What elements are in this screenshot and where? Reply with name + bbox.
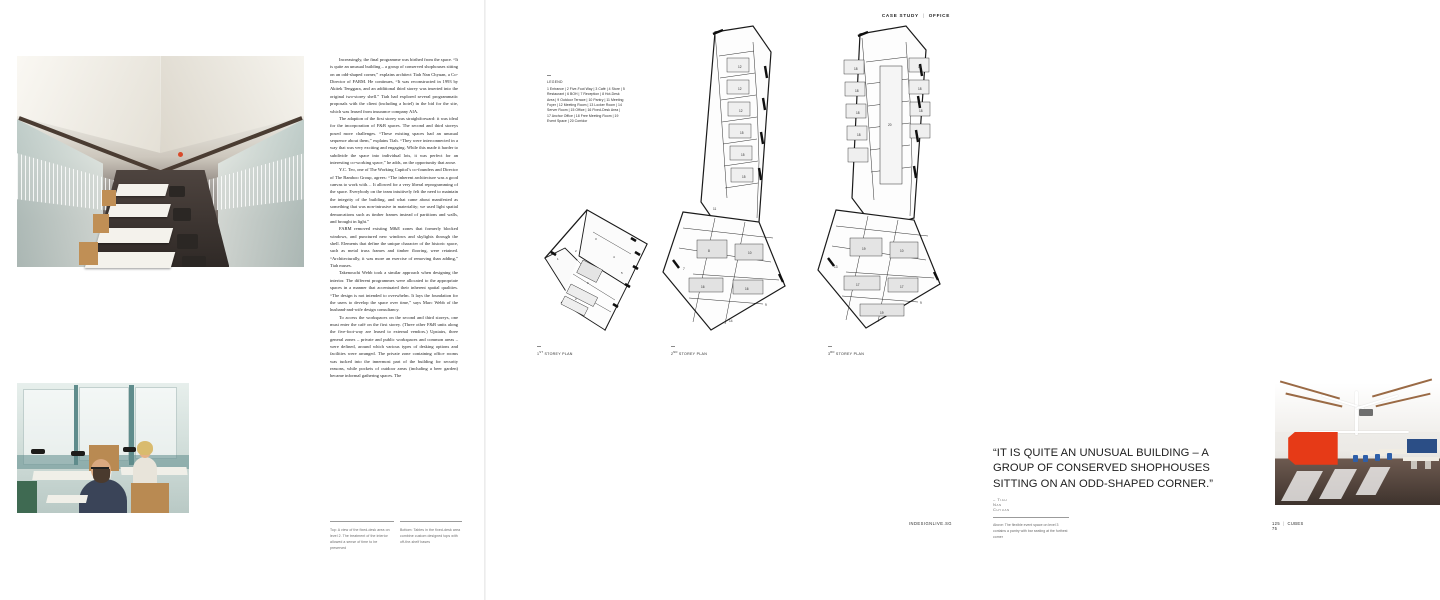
svg-text:2: 2: [575, 297, 577, 301]
svg-text:18: 18: [855, 89, 859, 93]
svg-text:18: 18: [918, 87, 922, 91]
svg-text:17: 17: [856, 283, 860, 287]
svg-text:3: 3: [595, 237, 597, 241]
caption-event-photo: Above: The flexible event space on level 3 contains a pantry with bar seating at the furthest corner: [993, 523, 1068, 540]
plan-1-number: 1: [537, 352, 540, 357]
legend-title: LEGEND: [547, 80, 563, 84]
running-head: [882, 13, 950, 18]
svg-text:15: 15: [740, 131, 744, 135]
running-head-section: CASE STUDY: [881, 13, 919, 18]
svg-text:14: 14: [729, 319, 733, 323]
paragraph: The adaption of the first storey was straightforward: it was ideal for the incorporation of F&B spaces. The second and third storeys posed more challenges. “These existing spaces had an unusual sequence about them,” explains Tiah. “They were interconnected in a way that was very exciting and engaging. While this made it harder to subdivide the space into individual lots, it was perfect for an interesting co-working space,” he adds, on the opportunity that arose.: [330, 115, 458, 166]
svg-text:10: 10: [748, 251, 752, 255]
red-sliding-door: [1288, 432, 1338, 465]
paper-on-desk: [46, 495, 88, 503]
svg-text:18: 18: [918, 65, 922, 69]
floor-plan-2-drawing: [653, 22, 803, 342]
floor-plan-1-drawing: [535, 200, 655, 340]
svg-text:17: 17: [900, 285, 904, 289]
paragraph: Takenouchi Webb took a similar approach when designing the interior. The different programmes were allocated to the appropriate spaces in a manner that accentuated their inherent spatial qualities. “The design is not intended to overwhelm. It lays the foundation for the users to develop the space over time,” says Marc Webb of the husband-and-wife design consultancy.: [330, 270, 458, 313]
desk-1: [115, 184, 168, 196]
event-chair-2: [1363, 455, 1368, 462]
running-head-category: OFFICE: [928, 13, 950, 18]
svg-text:15: 15: [742, 175, 746, 179]
caption-rule-left-2: [400, 521, 462, 522]
svg-text:16: 16: [701, 285, 705, 289]
svg-text:20: 20: [888, 123, 892, 127]
task-lamp-mid: [71, 451, 85, 456]
legend-tick: [547, 75, 551, 76]
cabinet-1: [102, 190, 116, 206]
svg-text:16: 16: [745, 287, 749, 291]
plan-1-tick: [537, 346, 541, 347]
projector-icon: [1359, 409, 1373, 416]
plan-3-label: [828, 351, 864, 356]
desk-area-photo: [17, 383, 189, 513]
article-body: [330, 56, 458, 380]
desk-4: [85, 252, 176, 268]
event-chair-1: [1353, 455, 1358, 462]
plan-3-tick: [828, 346, 832, 347]
svg-text:4: 4: [613, 255, 615, 259]
plan-2-number: 2: [671, 352, 674, 357]
running-head-separator: |: [922, 13, 925, 18]
paragraph: Increasingly, the final programme was birthed from the space. “It is quite an unusual building – a group of conserved shophouses sitting on an odd-shaped corner,” explains architect Tiah Nan Chyuan, a Co-Director of FARM. He continues, “It was reconstructed in 1993 by Akitek Tenggara, and an additional third storey was inserted into the original two-storey shell.” Tiah had explored several programmatic proposals with the client (including a hotel) in the bid for the site, which was leased from insurance company AIA.: [330, 57, 458, 114]
svg-text:18: 18: [919, 109, 923, 113]
truss-vertical: [1355, 391, 1358, 435]
cabinet-2: [93, 214, 109, 233]
svg-text:12: 12: [738, 87, 742, 91]
plan-3-number: 3: [828, 352, 831, 357]
task-lamp-right: [123, 447, 136, 452]
caption-top-photo: Top: A view of the fixed-desk area on level 2. The treatment of the interior allowed a sense of time to be preserved: [330, 528, 390, 551]
footer-separator: |: [1283, 521, 1285, 526]
caption-bottom-photo: Bottom: Tables in the fixed-desk area combine custom designed tops with off-the-shelf bases: [400, 528, 461, 545]
footer-website: INDESIGNLIVE.SG: [908, 521, 952, 526]
event-chair-4: [1387, 453, 1392, 460]
person-seated-woman-body: [133, 457, 157, 483]
svg-text:7: 7: [683, 267, 685, 271]
high-table: [1403, 457, 1439, 461]
footer-left: [1272, 521, 1304, 600]
foreground-screen: [17, 481, 37, 513]
svg-text:12: 12: [739, 109, 743, 113]
svg-text:19: 19: [880, 311, 884, 315]
svg-text:12: 12: [738, 65, 742, 69]
svg-text:9: 9: [920, 301, 922, 305]
desk-2: [107, 204, 171, 217]
plan-2-text: STOREY PLAN: [677, 352, 708, 357]
chair-1: [169, 186, 185, 197]
svg-text:2: 2: [575, 249, 577, 253]
plan-3-ordinal: RD: [830, 351, 835, 354]
svg-text:18: 18: [854, 67, 858, 71]
page-number: 125: [1272, 521, 1281, 526]
person-man-beard: [93, 469, 110, 483]
right-page: [485, 0, 1304, 600]
svg-text:11: 11: [713, 207, 717, 211]
person-woman-hair: [137, 441, 153, 455]
eyeglasses-icon: [91, 467, 109, 469]
floor-plan-2: [653, 22, 803, 342]
chair-2: [173, 208, 191, 221]
desk-front-panel: [131, 483, 169, 513]
plan-3-text: STOREY PLAN: [834, 352, 865, 357]
svg-text:18: 18: [857, 133, 861, 137]
pull-quote: “IT IS QUITE AN UNUSUAL BUILDING – A GROUP OF CONSERVED SHOPHOUSES SITTING ON AN ODD-SHAPED CORNER.”: [993, 447, 1214, 490]
event-space-photo: [1275, 383, 1440, 505]
event-table-2: [1379, 449, 1409, 454]
paragraph: Y.C. Teo, one of The Working Capitol’s co-founders and Director of The Bamboo Group, agrees: “The inherent architecture was a good canvas to work with… It allowed for a very liberal reprogramming of the space. Everybody on the team intuitively felt the need to maintain the integrity of the building, and what came about manifested as something that was non-intrusive in materiality; we used light spatial demarcations such as timber frames instead of partitions and walls, and brought in light.”: [330, 167, 458, 224]
spread-gutter: [484, 0, 486, 600]
plan-1-ordinal: ST: [539, 351, 544, 354]
caption-rule-left: [330, 521, 394, 522]
pull-quote-attribution: – Tiah Nan Chyuan: [993, 497, 1010, 512]
svg-text:8: 8: [708, 249, 710, 253]
paragraph: To access the workspaces on the second and third storeys, one must enter the café on the first storey. (Three other F&B units along the five-foot-way are leased to external vendors.) Upstairs, three general zones – private and public workspaces and common areas – were defined, around which various types of desking options and facilities were arranged. The private zone containing office rooms was tucked into the innermost part of the building for security reasons, while pockets of outdoor areas (including a beer garden) became informal gathering spaces. The: [330, 314, 458, 379]
left-page: [0, 0, 485, 600]
plan-2-label: [671, 351, 707, 356]
svg-text:6: 6: [587, 281, 589, 285]
issue-name: CUBES 75: [1272, 521, 1304, 531]
plan-2-ordinal: ND: [673, 351, 678, 354]
floor-plan-3: [810, 22, 960, 342]
pantry-bar-counter: [1407, 439, 1437, 453]
column-teal-2: [129, 385, 134, 465]
chair-4: [182, 256, 206, 267]
task-lamp-left: [31, 449, 45, 454]
caption-rule-right: [993, 517, 1069, 518]
svg-text:19: 19: [862, 247, 866, 251]
svg-text:13: 13: [834, 265, 838, 269]
plan-1-label: [537, 351, 573, 356]
floor-plan-1: [535, 200, 655, 340]
svg-text:5: 5: [621, 271, 623, 275]
svg-text:9: 9: [765, 303, 767, 307]
floor-plan-3-drawing: [810, 22, 960, 342]
cabinet-3: [79, 242, 98, 265]
hero-photo-atrium: [17, 56, 304, 267]
floor-plan-legend: [547, 80, 625, 125]
chair-3: [177, 234, 198, 249]
svg-text:18: 18: [856, 111, 860, 115]
plan-1-text: STOREY PLAN: [543, 352, 573, 357]
legend-items: 1 Entrance | 2 Five-Foot Way | 3 Café | 4 Store | 5 Restaurant | 6 BOH | 7 Reception | 8 Hot-Desk Area | 9 Outdoor Terrace | 10 Pantry | 11 Meeting Foyer | 12 Meeting Room | 13 Locker Room | 14 Server Room | 15 Office | 16 Fixed-Desk Area | 17 Anchor Office | 18 Free Meeting Room | 19 Event Space | 20 Corridor: [547, 86, 625, 124]
plan-2-tick: [671, 346, 675, 347]
event-chair-3: [1375, 454, 1380, 461]
paragraph: FARM removed existing M&E zones that formerly blocked windows, and punctured new windows and skylights through the shell. Elements that define the unique character of the historic space, such as metal truss frames and timber flooring, were retained. “Architecturally, it was more an exercise of removing than adding,” Tiah muses.: [330, 226, 458, 269]
svg-text:10: 10: [900, 249, 904, 253]
svg-text:15: 15: [741, 153, 745, 157]
svg-text:1: 1: [557, 257, 559, 261]
pendant-light: [178, 152, 183, 157]
